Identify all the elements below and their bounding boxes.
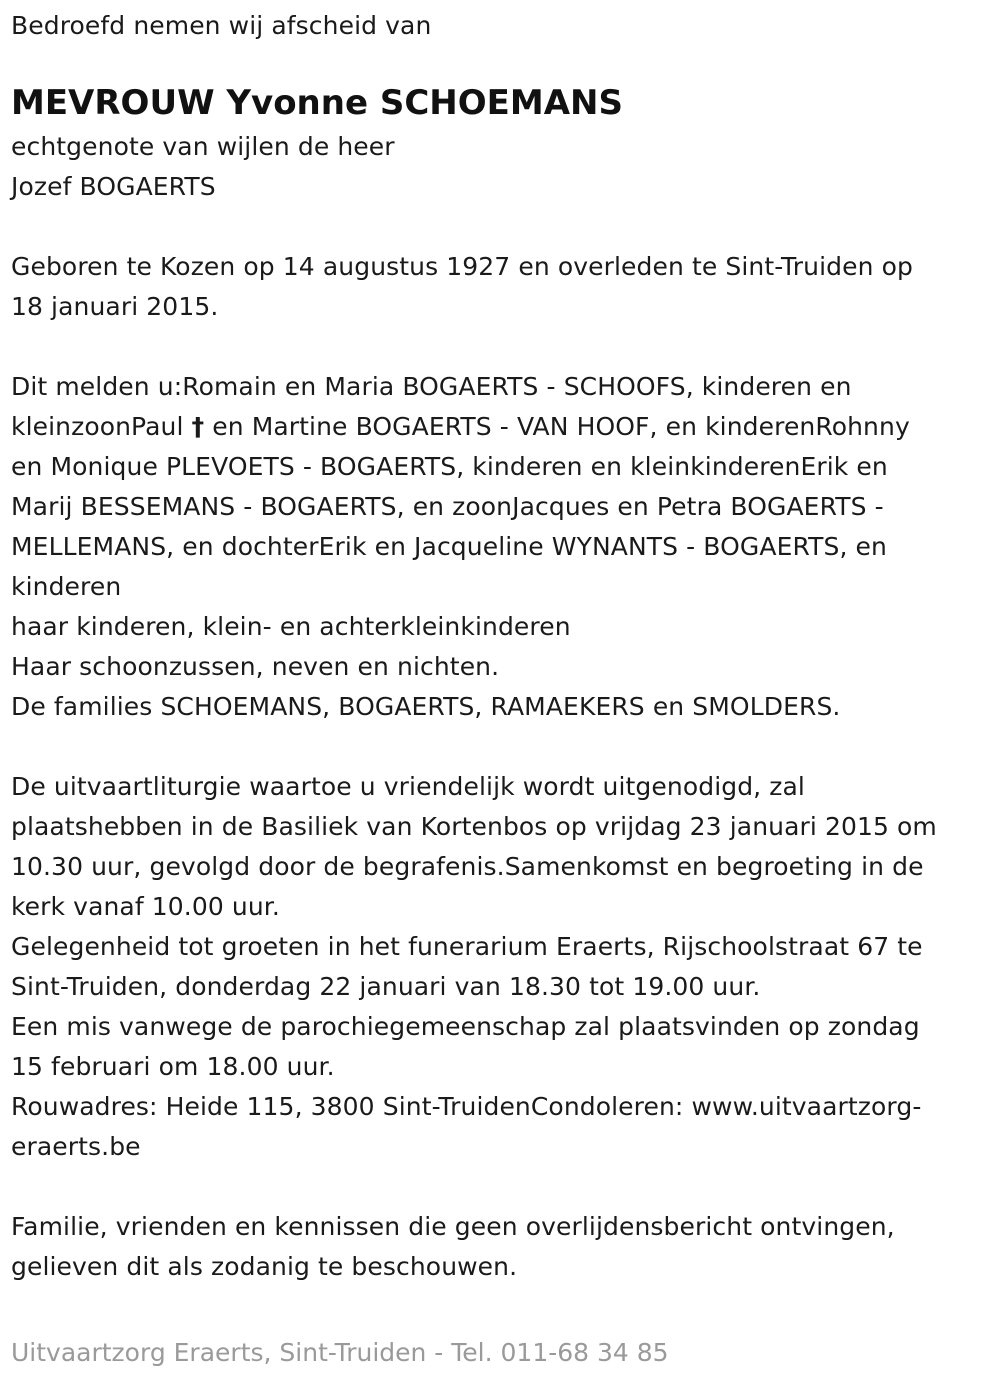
closing-line: gelieven dit als zodanig te beschouwen. bbox=[11, 1252, 518, 1281]
family-line: Marij BESSEMANS - BOGAERTS, en zoonJacques en Petra BOGAERTS - bbox=[11, 492, 884, 521]
service-line: Een mis vanwege de parochiegemeenschap zal plaatsvinden op zondag bbox=[11, 1012, 920, 1041]
cross-icon: † bbox=[191, 412, 205, 441]
family-line: haar kinderen, klein- en achterkleinkinderen bbox=[11, 612, 571, 641]
service-line: Rouwadres: Heide 115, 3800 Sint-TruidenCondoleren: www.uitvaartzorg- bbox=[11, 1092, 922, 1121]
service-line: De uitvaartliturgie waartoe u vriendelijk wordt uitgenodigd, zal bbox=[11, 772, 805, 801]
family-line: Dit melden u:Romain en Maria BOGAERTS - SCHOOFS, kinderen en bbox=[11, 372, 852, 401]
family-line: MELLEMANS, en dochterErik en Jacqueline WYNANTS - BOGAERTS, en bbox=[11, 532, 887, 561]
service-line: 10.30 uur, gevolgd door de begrafenis.Samenkomst en begroeting in de bbox=[11, 852, 924, 881]
family-line-text: en Martine BOGAERTS - VAN HOOF, en kinderenRohnny bbox=[204, 412, 910, 441]
family-line: Haar schoonzussen, neven en nichten. bbox=[11, 652, 500, 681]
deceased-name: MEVROUW Yvonne SCHOEMANS bbox=[11, 83, 623, 123]
service-line: Sint-Truiden, donderdag 22 januari van 18.30 tot 19.00 uur. bbox=[11, 972, 761, 1001]
birth-death-line: Geboren te Kozen op 14 augustus 1927 en overleden te Sint-Truiden op bbox=[11, 252, 913, 281]
family-line: De families SCHOEMANS, BOGAERTS, RAMAEKERS en SMOLDERS. bbox=[11, 692, 841, 721]
family-line bbox=[11, 407, 982, 447]
service-line: eraerts.be bbox=[11, 1132, 141, 1161]
spacer bbox=[11, 727, 982, 767]
service-line: 15 februari om 18.00 uur. bbox=[11, 1052, 335, 1081]
relation-line: echtgenote van wijlen de heer bbox=[11, 132, 395, 161]
service-line: plaatshebben in de Basiliek van Kortenbos op vrijdag 23 januari 2015 om bbox=[11, 812, 937, 841]
family-line-text: kleinzoonPaul bbox=[11, 412, 192, 441]
birth-death-line: 18 januari 2015. bbox=[11, 292, 219, 321]
service-line: kerk vanaf 10.00 uur. bbox=[11, 892, 280, 921]
funeral-home-footer: Uitvaartzorg Eraerts, Sint-Truiden - Tel. 011-68 34 85 bbox=[11, 1338, 669, 1367]
relation-line: Jozef BOGAERTS bbox=[11, 172, 216, 201]
service-line: Gelegenheid tot groeten in het funerarium Eraerts, Rijschoolstraat 67 te bbox=[11, 932, 923, 961]
family-line: kinderen bbox=[11, 572, 122, 601]
family-line: en Monique PLEVOETS - BOGAERTS, kinderen en kleinkinderenErik en bbox=[11, 452, 888, 481]
spacer bbox=[11, 327, 982, 367]
closing-line: Familie, vrienden en kennissen die geen overlijdensbericht ontvingen, bbox=[11, 1212, 895, 1241]
spacer bbox=[11, 1167, 982, 1207]
intro-text: Bedroefd nemen wij afscheid van bbox=[11, 11, 432, 40]
spacer bbox=[11, 207, 982, 247]
